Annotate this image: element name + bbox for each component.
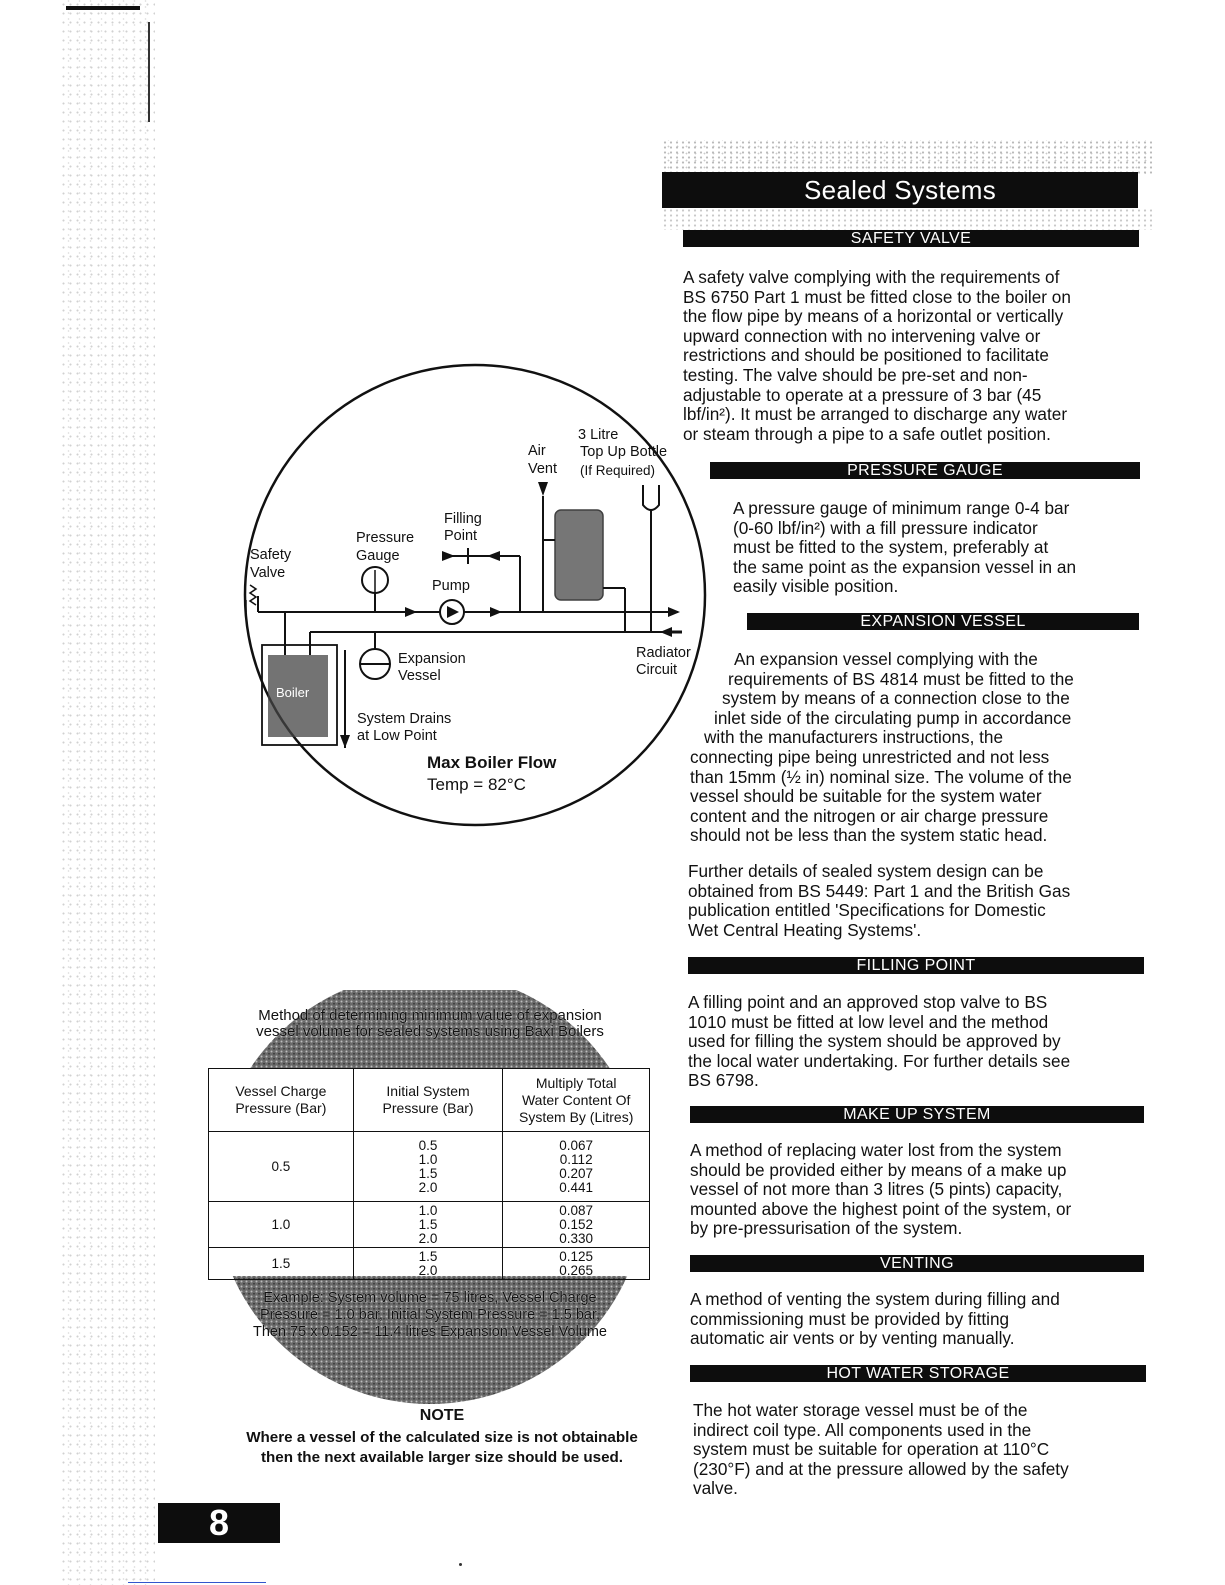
- further-details-text: Further details of sealed system design can be obtained from BS 5449: Part 1 and the British Gas publication entitled 'Specifications for Domestic Wet Central Heating Systems'.: [688, 861, 1071, 940]
- label-top-up-bottle: Top Up Bottle: [580, 444, 668, 460]
- heading-expansion-vessel: EXPANSION VESSEL: [747, 613, 1139, 630]
- table-header-banner: Method of determining minimum value of expansion vessel volume for sealed systems using Baxi Boilers: [256, 1007, 604, 1040]
- col-header-multiply: Multiply Total Water Content Of System By (Litres): [503, 1069, 650, 1132]
- expansion-vessel-text: An expansion vessel complying with the requirements of BS 4814 must be fitted to the system by means of a connection close to the inlet side of the circulating pump in accordance with the manufacturers instructions, the connecting pipe being unrestricted and not less than 15mm (½ in) nominal size. The volume of the vessel should be suitable for the system water content and the nitrogen or air charge pressure should not be less than the system static head.: [690, 649, 1074, 846]
- label-point: Point: [444, 528, 478, 544]
- label-radiator: Radiator: [636, 645, 691, 661]
- label-boiler: Boiler: [276, 685, 310, 700]
- table-row: 1.0 1.0 1.5 2.0 0.087 0.152 0.330: [209, 1202, 650, 1248]
- label-system-drains: System Drains: [357, 711, 452, 727]
- label-expansion: Expansion: [398, 651, 466, 667]
- label-vent: Vent: [528, 461, 558, 477]
- label-safety: Safety: [250, 547, 292, 563]
- venting-text: A method of venting the system during filling and commissioning must be provided by fitting automatic air vents or by venting manually.: [690, 1289, 1060, 1349]
- safety-valve-text: A safety valve complying with the requirements of BS 6750 Part 1 must be fitted close to the boiler on the flow pipe by means of a horizontal or vertically upward connection with no intervening valve or restrictions and should be positioned to facilitate testing. The valve should be pre-set and non- adjustable to operate at a pressure of 3 bar (45 lbf/in²). It must be arranged to discharge any water or steam through a pipe to a safe outlet position.: [683, 267, 1071, 444]
- label-if-required: (If Required): [580, 463, 656, 478]
- pressure-gauge-text: A pressure gauge of minimum range 0-4 bar (0-60 lbf/in²) with a fill pressure indicator must be fitted to the system, preferably at the same point as the expansion vessel in an easily visible position.: [733, 498, 1077, 597]
- note-body: Where a vessel of the calculated size is not obtainable then the next available larger size should be used.: [246, 1429, 638, 1466]
- label-vessel: Vessel: [398, 668, 441, 684]
- heading-pressure-gauge: PRESSURE GAUGE: [710, 462, 1140, 479]
- label-valve: Valve: [250, 565, 286, 581]
- make-up-system-text: A method of replacing water lost from the system should be provided either by means of a make up vessel of not more than 3 litres (5 pints) capacity, mounted above the highest point of the system, or by pre-pressurisation of the system.: [690, 1140, 1072, 1239]
- hot-water-storage-text: The hot water storage vessel must be of the indirect coil type. All components used in the system must be suitable for operation at 110°C (230°F) and at the pressure allowed by the safety valve.: [693, 1400, 1069, 1499]
- label-gauge: Gauge: [356, 548, 400, 564]
- heading-venting: VENTING: [690, 1255, 1144, 1272]
- label-air: Air: [528, 443, 546, 459]
- page-number: 8: [158, 1503, 280, 1543]
- diagram-caption-line2: Temp = 82°C: [427, 775, 526, 794]
- stray-dot: [459, 1563, 462, 1566]
- label-three-litre: 3 Litre: [578, 427, 619, 443]
- label-filling: Filling: [444, 511, 482, 527]
- label-pump: Pump: [432, 578, 470, 594]
- table-row: 1.5 1.5 2.0 0.125 0.265: [209, 1248, 650, 1280]
- heading-filling-point: FILLING POINT: [688, 957, 1144, 974]
- table-row: 0.5 0.5 1.0 1.5 2.0 0.067 0.112 0.207 0.441: [209, 1132, 650, 1202]
- col-header-charge: Vessel Charge Pressure (Bar): [209, 1069, 354, 1132]
- note-title: NOTE: [419, 1407, 465, 1424]
- heading-make-up-system: MAKE UP SYSTEM: [690, 1106, 1144, 1123]
- table-example-banner: Example: System volume = 75 litres, Vessel Charge Pressure = 1.0 bar, Initial System Pressure = 1.5 bar, Then 75 x 0.152 = 11.4 litres Expansion Vessel Volume: [253, 1290, 607, 1340]
- heading-safety-valve: SAFETY VALVE: [683, 230, 1139, 247]
- col-header-initial: Initial System Pressure (Bar): [353, 1069, 503, 1132]
- label-circuit: Circuit: [636, 662, 678, 678]
- page-title: Sealed Systems: [662, 172, 1138, 208]
- filling-point-text: A filling point and an approved stop valve to BS 1010 must be fitted at low level and the method used for filling the system should be approved by the local water undertaking. For further details see BS 6798.: [688, 992, 1071, 1091]
- label-at-low-point: at Low Point: [357, 728, 437, 744]
- label-pressure: Pressure: [356, 530, 415, 546]
- expansion-vessel-table: [208, 1068, 650, 1280]
- diagram-caption-line1: Max Boiler Flow: [427, 753, 557, 772]
- heading-hot-water-storage: HOT WATER STORAGE: [690, 1365, 1146, 1382]
- bottom-rule: [128, 1582, 266, 1583]
